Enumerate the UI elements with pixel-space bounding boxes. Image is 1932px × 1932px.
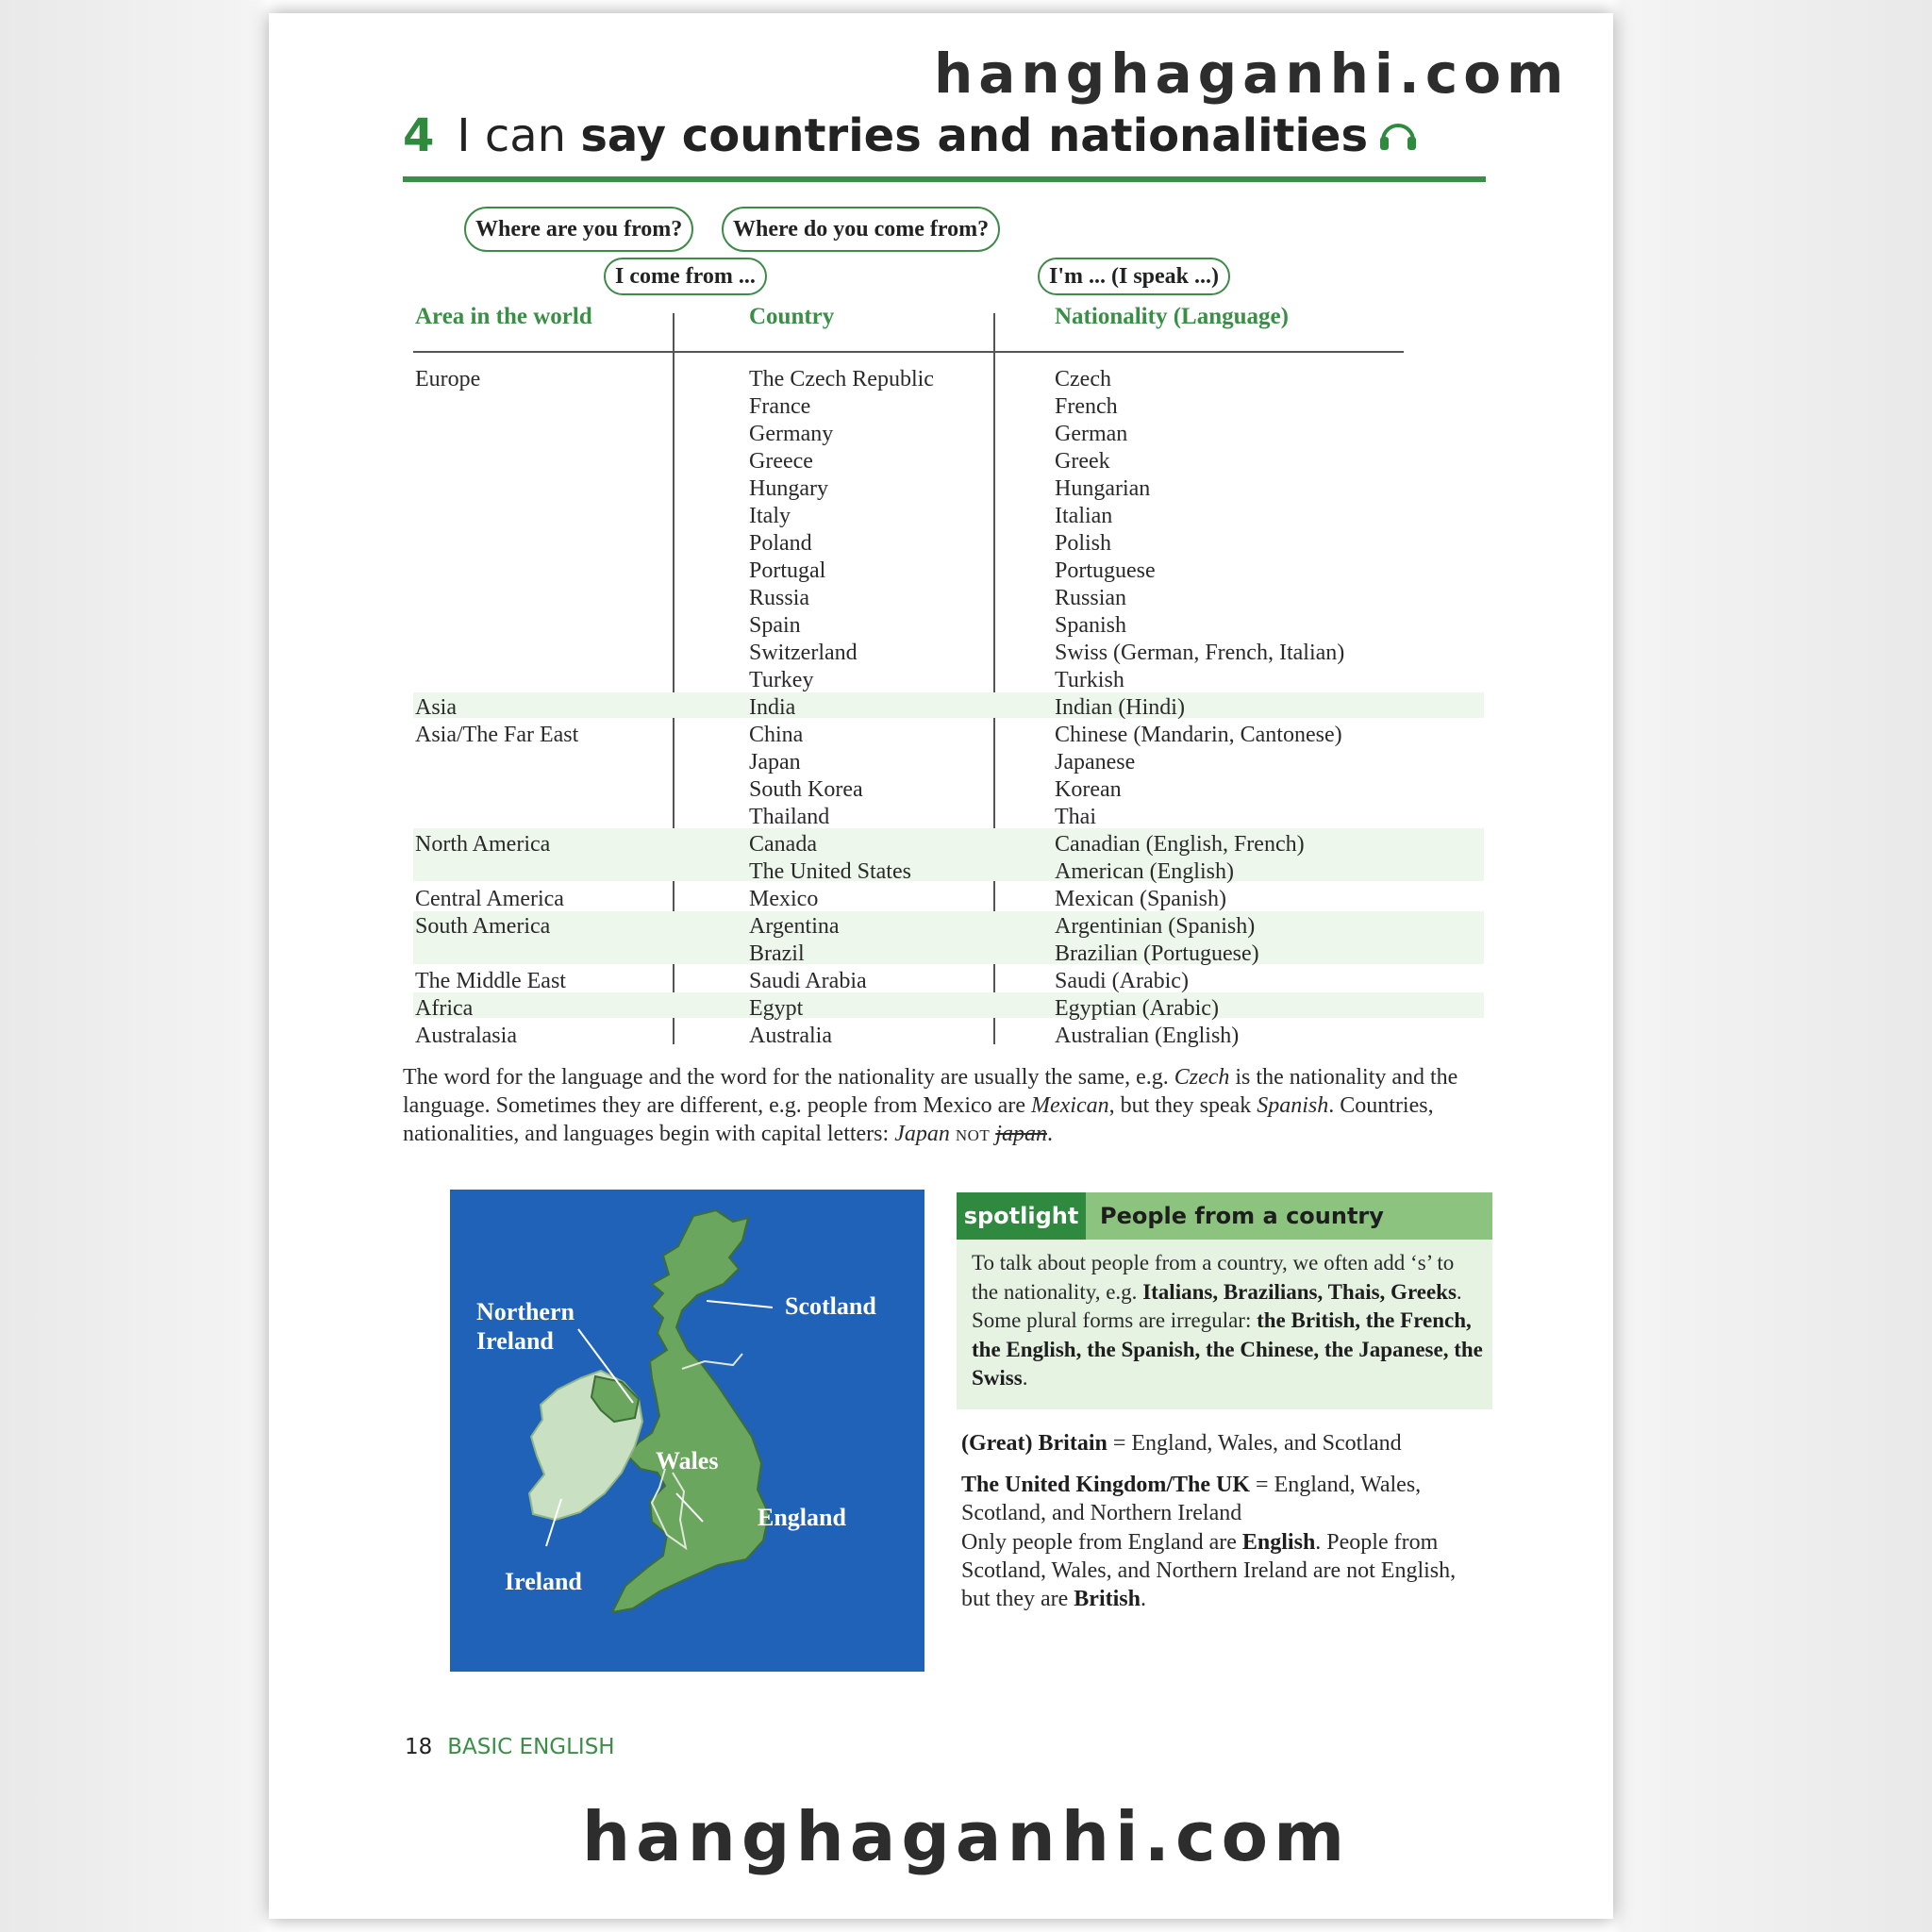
paragraph-text: . Countries, nationalities, and languages begin with capital letters:	[403, 1093, 1434, 1146]
cell-area: Europe	[415, 367, 481, 391]
spotlight-bold: the British, the French, the English, the Spanish, the Chinese, the Japanese, the Swiss	[972, 1308, 1483, 1390]
cell-country: India	[749, 695, 796, 720]
paragraph-text: The word for the language and the word for the nationality are usually the same, e.g.	[403, 1065, 1174, 1090]
cell-nationality: Thai	[1055, 805, 1096, 829]
section-number: 4	[403, 109, 435, 162]
cell-country: Turkey	[749, 668, 814, 692]
label-wales: Wales	[656, 1447, 719, 1474]
speech-bubble-where-from: Where are you from?	[464, 207, 693, 252]
paragraph-italic: Mexican	[1030, 1093, 1109, 1118]
cell-country: China	[749, 723, 804, 747]
cell-country: The Czech Republic	[749, 367, 934, 391]
table-row	[0, 366, 1932, 393]
cell-nationality: Egyptian (Arabic)	[1055, 996, 1219, 1021]
cell-nationality: Canadian (English, French)	[1055, 832, 1305, 857]
table-row	[0, 421, 1932, 448]
label-england: England	[758, 1504, 846, 1531]
table-row	[0, 393, 1932, 421]
table-row	[0, 913, 1932, 941]
cell-nationality: Korean	[1055, 777, 1122, 802]
note-text: . People from Scotland, Wales, and Northern Ireland are not English, but they are	[961, 1530, 1457, 1611]
cell-area: Africa	[415, 996, 474, 1021]
note-bold: British	[1074, 1587, 1141, 1611]
cell-area: Central America	[415, 887, 564, 911]
map-graphic	[450, 1190, 924, 1672]
table-row	[0, 503, 1932, 530]
cell-nationality: Turkish	[1055, 668, 1124, 692]
label-ireland: Ireland	[505, 1568, 582, 1595]
uk-ireland-map	[450, 1190, 924, 1672]
heading-rule	[403, 176, 1486, 182]
paragraph-italic: Spanish	[1257, 1093, 1329, 1118]
cell-country: Greece	[749, 449, 813, 474]
spotlight-title: People from a country	[1100, 1203, 1384, 1229]
section-heading	[403, 109, 1419, 165]
cell-nationality: Saudi (Arabic)	[1055, 969, 1189, 993]
table-row	[0, 722, 1932, 749]
watermark-top: hanghaganhi.com	[934, 42, 1570, 106]
paragraph-text: is the nationality and the language. Sometimes they are different, e.g. people from Mexico are	[403, 1065, 1458, 1118]
cell-area: South America	[415, 914, 551, 939]
cell-nationality: Spanish	[1055, 613, 1127, 638]
spotlight-text-part: To talk about people from a country, we often add ‘s’ to the nationality, e.g.	[972, 1251, 1455, 1304]
paragraph-strike: japan	[995, 1122, 1047, 1146]
page-footer	[405, 1735, 615, 1759]
paragraph-italic: Czech	[1174, 1065, 1230, 1090]
paragraph-not: NOT	[955, 1126, 991, 1144]
cell-nationality: Japanese	[1055, 750, 1136, 774]
heading-prefix: I can	[457, 109, 567, 162]
cell-country: Spain	[749, 613, 801, 638]
header-area: Area in the world	[415, 304, 592, 329]
note-bold: English	[1241, 1530, 1316, 1555]
spotlight-tag: spotlight	[957, 1192, 1086, 1240]
cell-nationality: Argentinian (Spanish)	[1055, 914, 1256, 939]
speech-bubble-where-come: Where do you come from?	[722, 207, 1000, 252]
header-divider	[413, 351, 1404, 353]
paragraph-text: , but they speak	[1108, 1093, 1257, 1118]
note-bold: (Great) Britain	[961, 1431, 1108, 1456]
table-row	[0, 804, 1932, 831]
cell-country: Poland	[749, 531, 812, 556]
label-northern-ireland: Northern Ireland	[476, 1298, 575, 1355]
cell-nationality: Swiss (German, French, Italian)	[1055, 641, 1345, 665]
spotlight-header	[957, 1192, 1492, 1240]
cell-area: The Middle East	[415, 969, 566, 993]
speech-bubble-im: I'm ... (I speak ...)	[1038, 258, 1230, 295]
note-text: .	[1140, 1587, 1146, 1611]
cell-nationality: Polish	[1055, 531, 1112, 556]
table-row	[0, 749, 1932, 776]
cell-nationality: Indian (Hindi)	[1055, 695, 1185, 720]
table-row	[0, 886, 1932, 913]
cell-nationality: German	[1055, 422, 1128, 446]
cell-area: Asia	[415, 695, 457, 720]
cell-nationality: Hungarian	[1055, 476, 1151, 501]
cell-area: Asia/The Far East	[415, 723, 579, 747]
table-row	[0, 694, 1932, 722]
cell-country: Mexico	[749, 887, 819, 911]
header-country: Country	[749, 304, 835, 329]
spotlight-text-part: .	[1022, 1366, 1028, 1390]
paragraph-italic: Japan	[894, 1122, 950, 1146]
watermark-bottom: hanghaganhi.com	[581, 1797, 1351, 1876]
note-britain	[961, 1429, 1490, 1457]
spotlight-bold: Italians, Brazilians, Thais, Greeks	[1142, 1279, 1457, 1304]
table-row	[0, 858, 1932, 886]
cell-country: Egypt	[749, 996, 804, 1021]
cell-country: Hungary	[749, 476, 828, 501]
table-row	[0, 941, 1932, 968]
note-bold: The United Kingdom/The UK	[961, 1473, 1251, 1497]
cell-nationality: Czech	[1055, 367, 1111, 391]
table-row	[0, 530, 1932, 558]
table-row	[0, 558, 1932, 585]
cell-nationality: Australian (English)	[1055, 1024, 1240, 1048]
cell-country: Australia	[749, 1024, 832, 1048]
table-row	[0, 448, 1932, 475]
table-row	[0, 475, 1932, 503]
table-row	[0, 1023, 1932, 1050]
cell-country: The United States	[749, 859, 911, 884]
heading-bold: say countries and nationalities	[580, 109, 1369, 162]
header-nationality: Nationality (Language)	[1055, 304, 1289, 329]
cell-country: Switzerland	[749, 641, 858, 665]
cell-country: Japan	[749, 750, 801, 774]
label-scotland: Scotland	[785, 1292, 876, 1320]
cell-country: Russia	[749, 586, 810, 610]
spotlight-text-part: . Some plural forms are irregular:	[972, 1279, 1462, 1332]
table-row	[0, 612, 1932, 640]
cell-country: France	[749, 394, 811, 419]
cell-country: Italy	[749, 504, 791, 528]
cell-nationality: Russian	[1055, 586, 1127, 610]
table-row	[0, 995, 1932, 1023]
cell-area: North America	[415, 832, 551, 857]
note-uk	[961, 1471, 1490, 1527]
cell-country: Brazil	[749, 941, 805, 966]
cell-nationality: Chinese (Mandarin, Cantonese)	[1055, 723, 1342, 747]
table-row	[0, 968, 1932, 995]
page-number: 18	[405, 1735, 433, 1759]
cell-nationality: Brazilian (Portuguese)	[1055, 941, 1259, 966]
cell-country: South Korea	[749, 777, 863, 802]
cell-country: Germany	[749, 422, 834, 446]
table-row	[0, 640, 1932, 667]
spotlight-body	[957, 1240, 1492, 1409]
cell-nationality: Portuguese	[1055, 558, 1156, 583]
pointer-scotland	[707, 1301, 773, 1307]
cell-area: Australasia	[415, 1024, 517, 1048]
cell-country: Portugal	[749, 558, 826, 583]
table-row	[0, 776, 1932, 804]
headphones-icon	[1377, 112, 1419, 165]
cell-country: Argentina	[749, 914, 840, 939]
note-english-british	[961, 1528, 1490, 1613]
table-row	[0, 831, 1932, 858]
cell-country: Thailand	[749, 805, 830, 829]
note-text: = England, Wales, and Scotland	[1107, 1431, 1402, 1456]
spotlight-text	[972, 1249, 1486, 1393]
explanation-paragraph	[403, 1063, 1488, 1150]
cell-nationality: Italian	[1055, 504, 1113, 528]
cell-country: Canada	[749, 832, 817, 857]
note-text: Only people from England are	[961, 1530, 1242, 1555]
table-row	[0, 667, 1932, 694]
paragraph-text: .	[1046, 1122, 1053, 1146]
speech-bubble-i-come: I come from ...	[604, 258, 767, 295]
cell-nationality: American (English)	[1055, 859, 1234, 884]
cell-nationality: French	[1055, 394, 1118, 419]
note-text: = England, Wales, Scotland, and Northern Ireland	[961, 1473, 1422, 1525]
book-title: BASIC ENGLISH	[447, 1735, 615, 1759]
table-row	[0, 585, 1932, 612]
cell-nationality: Greek	[1055, 449, 1110, 474]
cell-nationality: Mexican (Spanish)	[1055, 887, 1226, 911]
cell-country: Saudi Arabia	[749, 969, 867, 993]
